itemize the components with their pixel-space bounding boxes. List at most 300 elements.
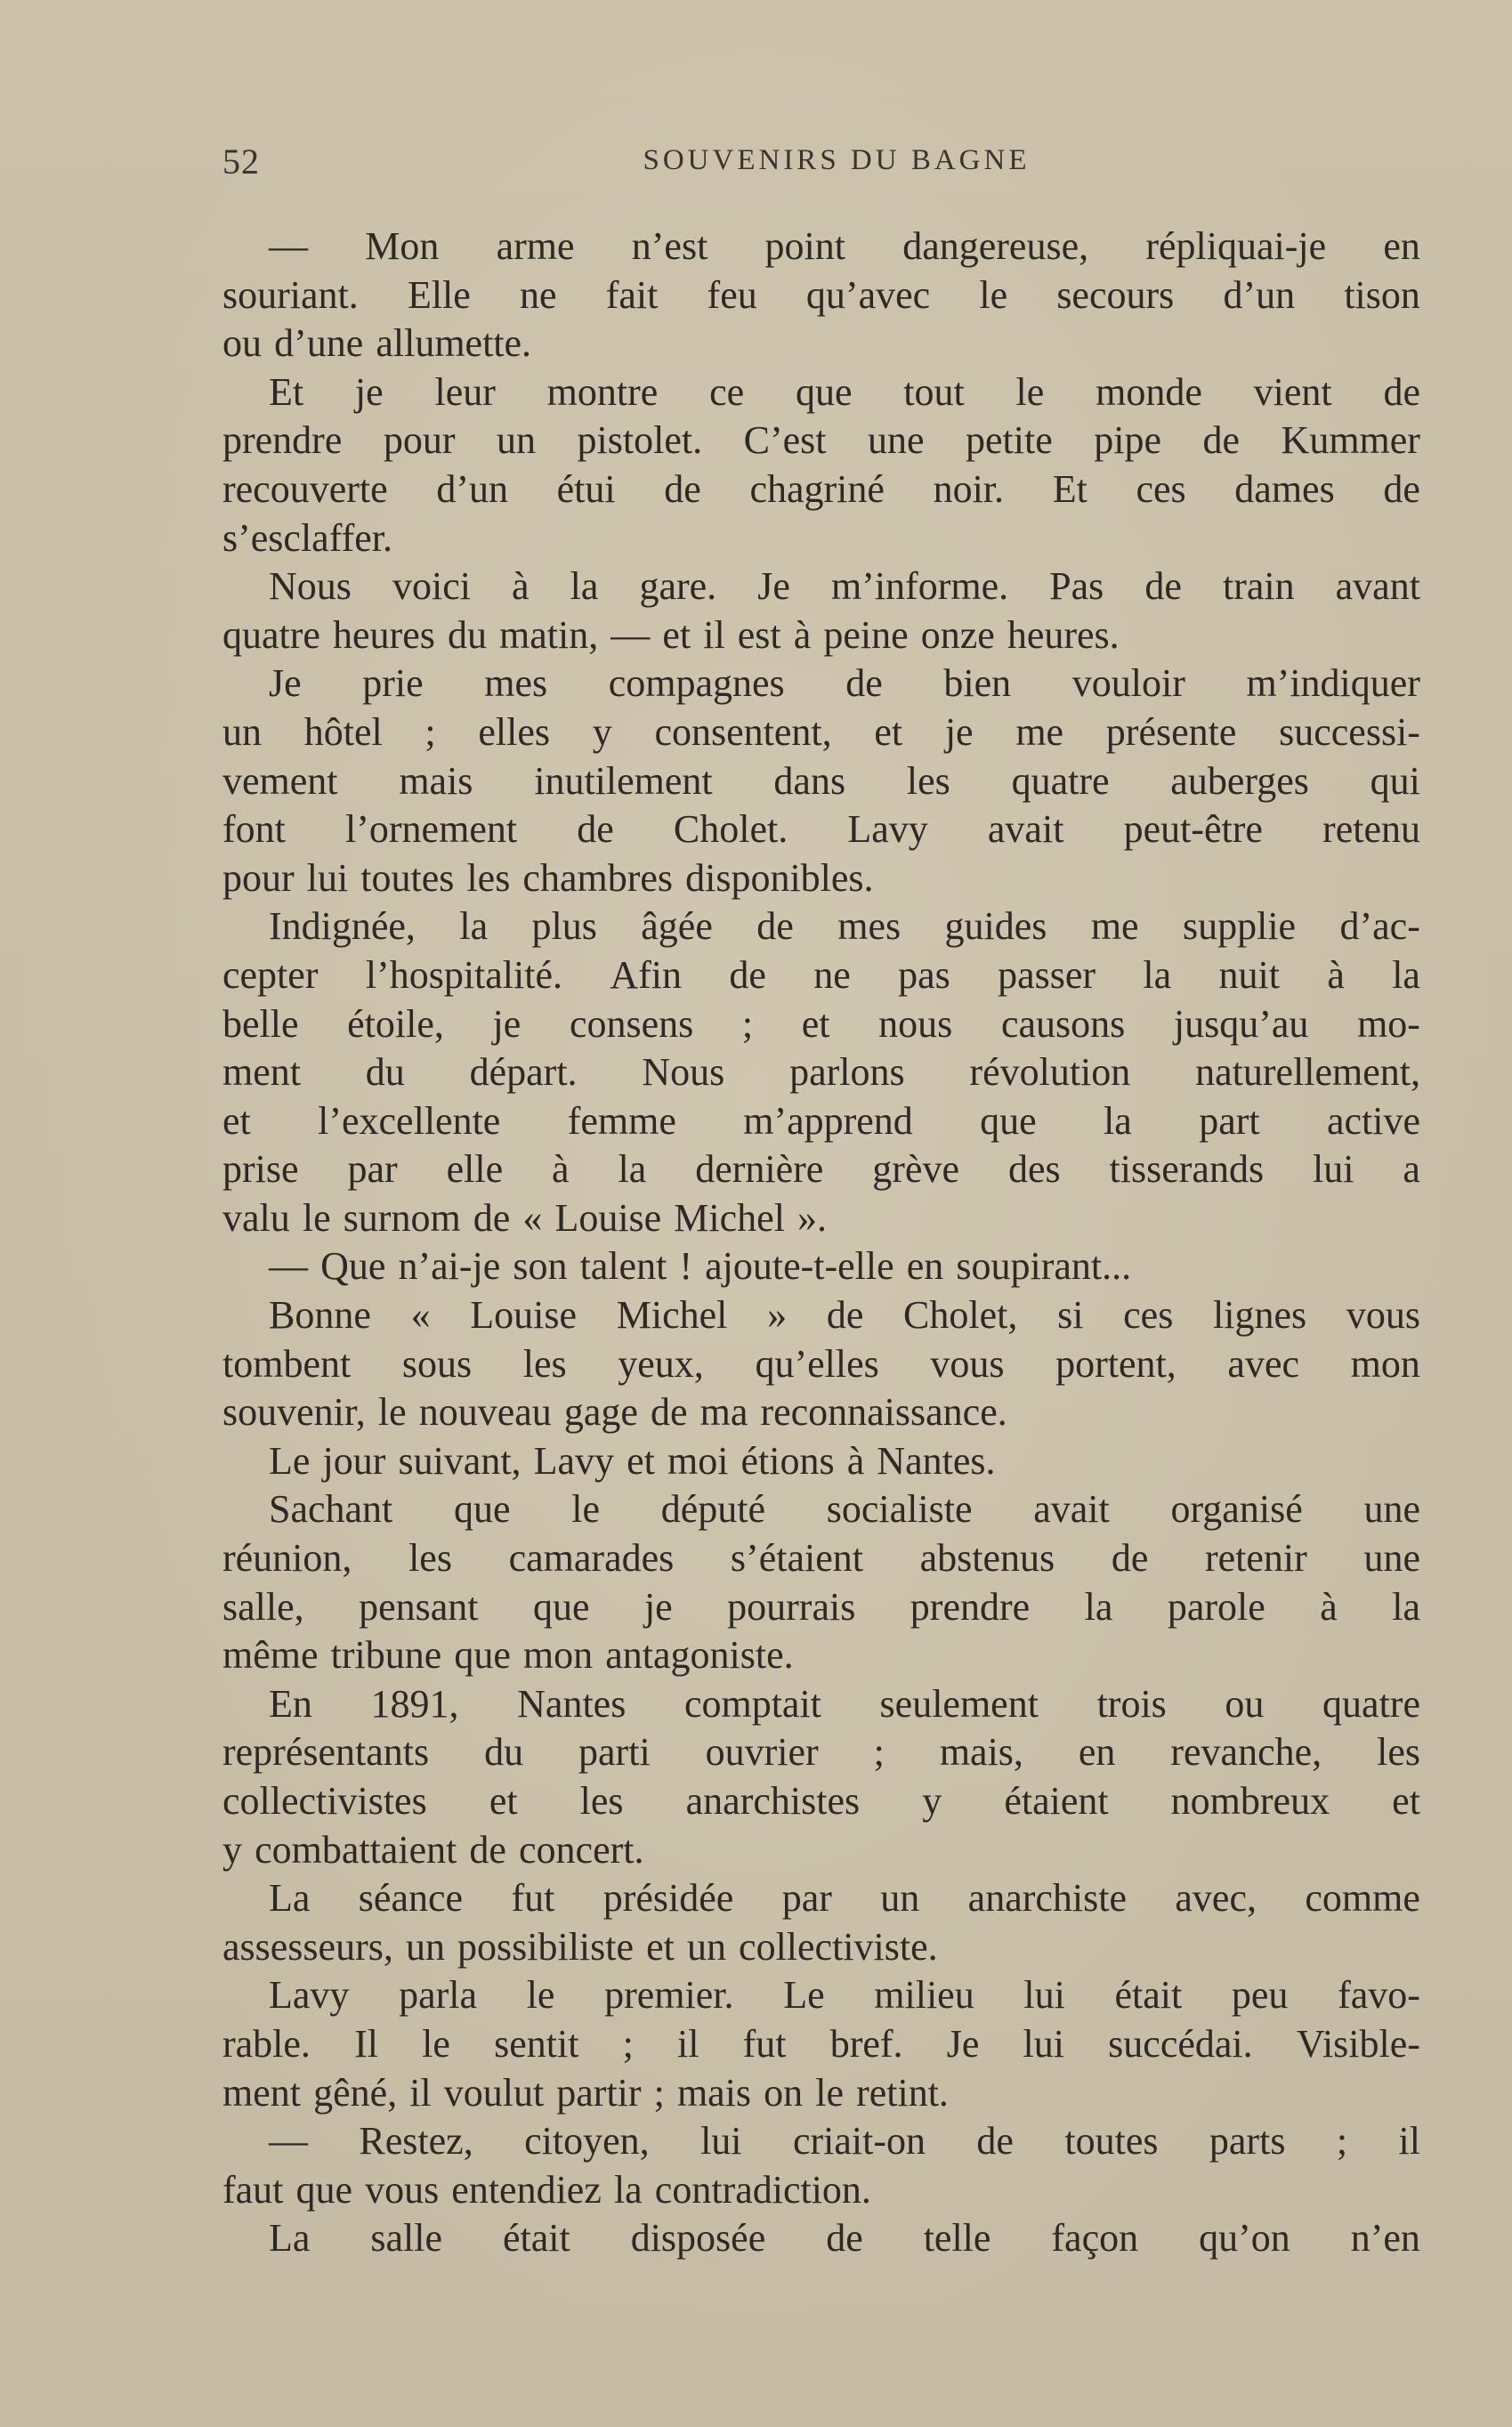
word: Louise [470,1293,578,1338]
word: et [1392,1779,1420,1823]
text-line [222,1291,1420,1340]
running-title: SOUVENIRS DU BAGNE [643,144,1031,176]
word: n’est [631,224,708,268]
word: ouvrier [705,1730,819,1775]
word: criait-on [792,2119,926,2164]
word: leur [434,369,496,414]
word: nuit [1218,952,1280,997]
word: s’esclaffer. [222,515,392,560]
word: lui [1313,1147,1354,1192]
word: je [643,1584,673,1629]
word: et [801,1001,830,1046]
word: jusqu’au [1173,1001,1309,1046]
text-line [222,514,1420,563]
text-line [222,1437,1420,1486]
word: sous [401,1341,473,1386]
word: à [1320,1584,1338,1629]
word: mais [399,758,473,803]
word: qu’avec [805,272,931,317]
word: pistolet. [577,418,703,463]
word: prendre [910,1584,1031,1629]
word: telle [923,2216,991,2261]
word: milieu [874,1973,974,2018]
word: la [613,2167,643,2212]
text-line [222,708,1420,757]
word: de [473,1195,511,1240]
word: même [222,1633,319,1678]
word: La [269,2216,311,2261]
word: montre [546,369,659,414]
word: Que [320,1244,386,1289]
word: chambres [522,855,674,900]
word: son [513,1244,568,1289]
word: en [1078,1730,1116,1775]
word: de [1383,466,1420,511]
word: « [410,1293,431,1338]
word: pour [222,855,295,900]
word: lignes [1213,1293,1307,1338]
text-line [222,1923,1420,1972]
word: et [489,1779,518,1823]
word: et [874,709,903,754]
word: organisé [1170,1487,1303,1532]
word: secours [1056,272,1175,317]
word: de [1202,418,1241,463]
word: Il [354,2021,378,2066]
word: Et [269,369,304,414]
word: 1891, [370,1681,459,1726]
word: étoile, [347,1001,444,1046]
word: a [1403,1147,1420,1192]
text-line [222,659,1420,708]
word: ; [741,1001,754,1046]
word: disposée [630,2216,766,2261]
word: Nous [642,1050,725,1095]
word: lui [1023,1973,1065,2018]
word: collectivistes [222,1779,427,1823]
word: C’est [743,418,827,463]
word: que [795,369,853,414]
word: anarchistes [685,1779,861,1823]
word: feu [707,272,757,317]
text-line [222,562,1420,611]
word: n’en [1350,2216,1420,2261]
word: ». [797,1195,828,1240]
word: fait [605,272,659,317]
word: successi- [1279,709,1420,754]
word: yeux, [618,1341,704,1386]
word: elles [478,709,551,754]
word: et [627,1438,655,1483]
word: y [922,1779,942,1823]
word: Et [1052,466,1088,511]
word: le [302,1195,331,1240]
word: seulement [879,1681,1039,1726]
word: parlons [789,1050,905,1095]
word: » [767,1293,788,1338]
text-line [222,1048,1420,1097]
word: Pas [1049,564,1104,609]
word: d’ac- [1339,904,1420,949]
word: mon [522,1633,594,1678]
word: vous [365,2167,440,2212]
word: passer [998,952,1096,997]
word: de [1383,369,1420,414]
word: sentit [494,2021,579,2066]
word: de [845,661,883,706]
text-line [222,951,1420,1000]
word: à [512,564,530,609]
word: y [592,709,612,754]
word: si [1057,1293,1084,1338]
word: y [222,1827,242,1872]
word: dangereuse, [902,224,1089,268]
word: Cholet. [673,807,788,852]
text-line [222,2166,1420,2215]
word: Nantes. [877,1438,996,1483]
word: l’ornement [345,807,518,852]
word: les [1377,1730,1420,1775]
word: de [976,2119,1014,2164]
word: Visible- [1296,2021,1420,2066]
word: qu’elles [755,1341,879,1386]
word: ce [709,369,745,414]
word: s’étaient [730,1536,863,1581]
word: la [1392,952,1420,997]
word: onze [920,612,995,657]
word: est [737,612,781,657]
word: me [1015,709,1064,754]
word: — [269,1244,308,1289]
word: Afin [610,952,682,997]
word: une [1363,1487,1420,1532]
text-line [222,2020,1420,2069]
word: peut-être [1123,807,1263,852]
word: le [422,2021,450,2066]
word: dernière [695,1147,824,1192]
text-line [222,1874,1420,1923]
word: trois [1096,1681,1167,1726]
word: pas [898,952,950,997]
word: Je [269,661,302,706]
word: compagnes [608,661,785,706]
word: monde [1096,369,1202,414]
word: lui [700,2119,742,2164]
word: entendiez [451,2167,602,2212]
word: façon [1051,2216,1139,2261]
word: active [1326,1098,1420,1143]
word: député [660,1487,766,1532]
word: ne [813,952,851,997]
word: à [552,1147,570,1192]
page-number: 52 [222,142,260,182]
word: le [571,1487,601,1532]
word: le [979,272,1008,317]
text-line [222,2117,1420,2166]
word: partir [556,2070,642,2115]
word: premier. [604,1973,734,2018]
word: m’indiquer [1246,661,1420,706]
word: que [532,1584,590,1629]
word: une [1363,1536,1420,1581]
word: Cholet, [903,1293,1018,1338]
word: mes [837,904,902,949]
word: suivant, [398,1438,522,1483]
word: il [677,2021,699,2066]
page-header [222,141,1415,187]
word: avant [1335,564,1420,609]
word: avait [987,807,1064,852]
word: par [781,1876,832,1921]
word: abstenus [919,1536,1055,1581]
word: parts [1209,2119,1286,2164]
word: bien [943,661,1012,706]
text-line [222,1534,1420,1583]
word: auberges [1170,758,1309,803]
word: Lavy [847,807,928,852]
word: présente [1105,709,1237,754]
word: mes [484,661,548,706]
word: mais, [939,1730,1023,1775]
word: de [1144,564,1182,609]
word: arme [496,224,575,268]
word: ou [222,321,262,366]
word: étaient [1004,1779,1109,1823]
word: Louise [554,1195,662,1240]
word: du [447,612,487,657]
word: disponibles. [685,855,874,900]
word: un [880,1876,920,1921]
word: faut [222,2167,284,2212]
text-line [222,854,1420,903]
word: Mon [365,224,440,268]
word: pour [383,418,456,463]
text-line [222,1777,1420,1826]
word: que [454,1633,511,1678]
word: chagriné [749,466,885,511]
word: contradiction. [654,2167,871,2212]
word: ; [424,709,436,754]
word: que [454,1487,511,1532]
word: nous [878,1001,953,1046]
word: talent [579,1244,667,1289]
word: et [222,1098,251,1143]
word: étions [740,1438,835,1483]
text-line [222,805,1420,854]
word: de [664,466,701,511]
word: Lavy [533,1438,615,1483]
word: salle, [222,1584,304,1629]
word: vous [930,1341,1005,1386]
word: vouloir [1071,661,1185,706]
word: peine [823,612,909,657]
word: supplie [1182,904,1297,949]
word: comme [1305,1876,1420,1921]
word: concert. [519,1827,644,1872]
word: pensant [359,1584,479,1629]
word: Indignée, [269,904,416,949]
word: matin, [499,612,599,657]
word: recouverte [222,466,388,511]
text-line [222,902,1420,951]
word: la [1104,1098,1132,1143]
word: la [1143,952,1172,997]
word: ma [699,1390,748,1435]
word: avec, [1175,1876,1257,1921]
word: le [815,2070,844,2115]
word: salle [370,2216,443,2261]
word: les [466,855,511,900]
word: heures. [1007,612,1120,657]
word: plus [531,904,597,949]
word: on [764,2070,804,2115]
word: les [579,1779,624,1823]
word: train [1222,564,1295,609]
word: — [610,612,651,657]
word: consens [569,1001,694,1046]
word: gare. [639,564,717,609]
word: retenir [1205,1536,1307,1581]
word: départ. [469,1050,578,1095]
word: je [354,369,384,414]
text-line [222,1145,1420,1194]
word: pourrais [727,1584,856,1629]
word: dans [773,758,846,803]
word: Bonne [269,1293,371,1338]
word: Le [269,1438,311,1483]
word: — [269,2119,308,2164]
word: tribune [330,1633,442,1678]
word: les [906,758,950,803]
word: Nous [269,564,352,609]
word: que [295,2167,353,2212]
word: La [269,1876,311,1921]
word: Elle [407,272,471,317]
word: la [459,904,489,949]
word: assesseurs, [222,1924,393,1969]
word: de [1111,1536,1149,1581]
word: jour [322,1438,386,1483]
word: belle [222,1001,299,1046]
word: était [502,2216,570,2261]
word: consentent, [654,709,832,754]
word: mais [676,2070,752,2115]
word: toutes [1064,2119,1159,2164]
word: nouveau [418,1390,552,1435]
word: ment [222,2070,301,2115]
word: Restez, [359,2119,473,2164]
word: prendre [222,418,343,463]
word: En [269,1681,312,1726]
text-line [222,1826,1420,1875]
word: possibiliste [457,1924,635,1969]
word: en [1383,224,1420,268]
word: de [650,1390,688,1435]
text-line [222,222,1420,271]
word: de [826,2216,863,2261]
body-text [222,222,1420,2263]
word: quatre [1322,1681,1420,1726]
word: et [646,1924,675,1969]
word: à [793,612,812,657]
word: voulut [443,2070,545,2115]
text-line [222,611,1420,660]
word: femme [567,1098,676,1143]
word: « [522,1195,543,1240]
word: quatre [222,612,320,657]
word: en [906,1244,944,1289]
word: réunion, [222,1536,352,1581]
word: de [826,1293,864,1338]
word: étui [556,466,616,511]
word: gage [563,1390,638,1435]
word: l’excellente [318,1098,501,1143]
word: valu [222,1195,290,1240]
word: à [846,1438,865,1483]
word: Michel [616,1293,728,1338]
word: fut [742,2021,787,2066]
text-line [222,1000,1420,1049]
text-line [222,1340,1420,1389]
word: prise [222,1147,299,1192]
word: Nantes [517,1681,627,1726]
word: heures [333,612,435,657]
text-line [222,1194,1420,1243]
word: je [944,709,974,754]
word: citoyen, [524,2119,650,2164]
word: part [1199,1098,1260,1143]
word: m’apprend [743,1098,913,1143]
word: vient [1253,369,1332,414]
word: ; [622,2021,634,2066]
word: succédai. [1108,2021,1253,2066]
word: répliquai-je [1145,224,1327,268]
word: inutilement [534,758,713,803]
word: d’un [1223,272,1296,317]
word: un [497,418,537,463]
word: Je [946,2021,980,2066]
word: moi [667,1438,729,1483]
word: prie [362,661,424,706]
word: lui [1023,2021,1064,2066]
word: la [1392,1584,1420,1629]
word: représentants [222,1730,430,1775]
word: de [729,952,766,997]
word: ; [873,1730,885,1775]
word: lui [306,855,349,900]
word: âgée [641,904,713,949]
word: noir. [933,466,1005,511]
text-line [222,1097,1420,1146]
word: ; [1336,2119,1348,2164]
word: un [405,1924,445,1969]
text-line [222,1485,1420,1534]
word: retint. [856,2070,949,2115]
word: soupirant... [956,1244,1132,1289]
word: le [377,1390,407,1435]
text-line [222,320,1420,368]
word: les [522,1341,567,1386]
word: il [409,2070,432,2115]
word: allumette. [376,321,532,366]
word: la [618,1147,647,1192]
text-line [222,465,1420,514]
word: tison [1344,272,1420,317]
word: une [867,418,925,463]
word: rable. [222,2021,311,2066]
word: surnom [343,1195,461,1240]
word: un [222,709,262,754]
